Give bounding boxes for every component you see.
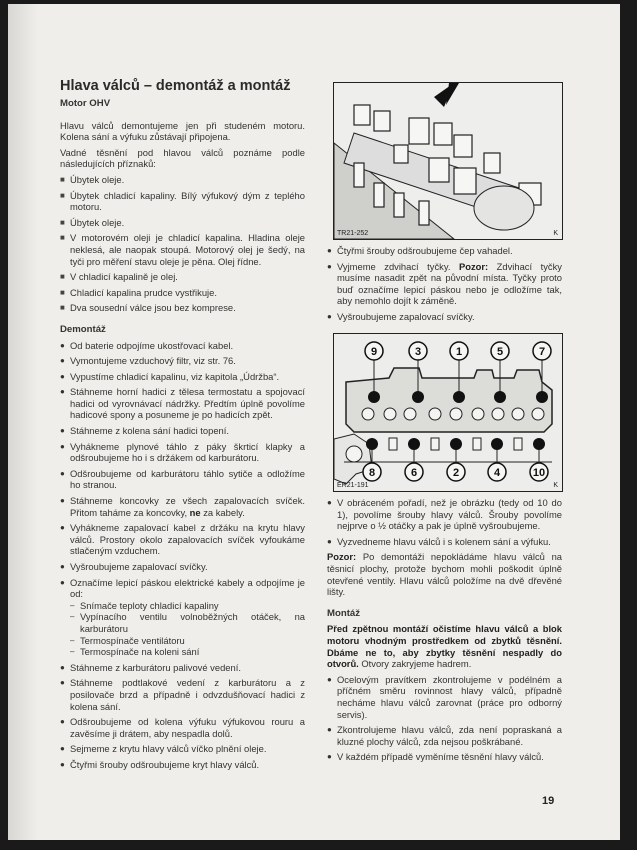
bolt-hole	[491, 438, 503, 450]
bolt-hole	[453, 391, 465, 403]
list-item: ● Vypustíme chladicí kapalinu, viz kapitola „Údržba“.	[60, 370, 280, 382]
demontaz-steps	[60, 340, 305, 771]
dot-bullet-icon: ●	[60, 441, 65, 451]
valve-seat	[429, 408, 441, 420]
bolt-hole	[408, 438, 420, 450]
sequence-number: 3	[414, 346, 422, 358]
list-item: ● Vyhákneme plynové táhlo z páky škrticí klapky a odšroubujeme ho i s držákem od karburátoru.	[60, 440, 305, 464]
valve-seat	[450, 408, 462, 420]
list-item: ● Vymontujeme vzduchový filtr, viz str. 76.	[60, 355, 236, 367]
list-item: ● Vyhákneme zapalovací kabel z držáku na krytu hlavy válců. Prostory okolo zapalovacích svíček vyfoukáme stlačeným vzduchem.	[60, 522, 305, 557]
sequence-number: 1	[455, 346, 463, 358]
spark-plug	[514, 438, 522, 450]
removal-steps	[327, 245, 562, 323]
montaz-intro: Před zpětnou montáží očistíme hlavu válců a blok motoru vhodným prostředkem od zbytků těsnění. Dbáme ne to, aby zbytky těsnění nespadly do otvorů. Otvory zakryjeme hadrem.	[327, 623, 562, 670]
dot-bullet-icon: ●	[60, 678, 65, 688]
list-item: ■ Úbytek oleje.	[60, 216, 125, 228]
dot-bullet-icon: ●	[60, 356, 65, 366]
list-item: ● Stáhneme z karburátoru palivové vedení.	[60, 661, 241, 673]
valve-seat	[512, 408, 524, 420]
sequence-number: 5	[496, 346, 504, 358]
dot-bullet-icon: ●	[327, 246, 332, 255]
left-column	[60, 78, 305, 775]
dot-bullet-icon: ●	[60, 662, 65, 672]
valve-seat	[472, 408, 484, 420]
bolt-hole	[494, 391, 506, 403]
list-item: ● Vyzvedneme hlavu válců i s kolenem sání a výfuku.	[327, 535, 551, 547]
dot-bullet-icon: ●	[327, 674, 332, 684]
page-number: 19	[542, 795, 555, 807]
sub-item: – Termospínače ventilátoru	[70, 634, 185, 646]
sub-list	[70, 600, 305, 658]
list-item: ■ V motorovém oleji je chladicí kapalina. Hladina oleje neklesá, ale naopak stoupá. Motorový olej je šedý, na tyči pro měření stavu oleje je pěna. Olej řídne.	[60, 232, 305, 267]
list-item: ● Stáhneme z kolena sání hadici topení.	[60, 425, 229, 437]
sequence-number: 2	[452, 467, 460, 479]
square-bullet-icon: ■	[60, 174, 65, 184]
dot-bullet-icon: ●	[327, 536, 332, 546]
list-item: ● Stáhneme podtlakové vedení z karburátoru a z posilovače brzd a případně i odvzdušňovací hadici z kolena sání.	[60, 677, 305, 712]
list-item: ● V každém případě vyměníme těsnění hlavy válců.	[327, 751, 544, 763]
valve-seat	[532, 408, 544, 420]
list-item: ● Stáhneme koncovky ze všech zapalovacích svíček. Přitom taháme za koncovky, ne za kabely.	[60, 495, 305, 518]
valve-seat	[492, 408, 504, 420]
list-item: ● Odšroubujeme od karburátoru táhlo sytiče a odložíme ho stranou.	[60, 467, 305, 491]
list-item: ● Označíme lepicí páskou elektrické kabely a odpojíme je od: – Snímače teploty chladicí kapaliny – Vypínacího ventilu volnoběžných otáček, na karburátoru – Termospínače ventilátoru – Termospínače na koleni sání	[60, 576, 305, 658]
dot-bullet-icon: ●	[60, 371, 65, 381]
bolt-hole	[412, 391, 424, 403]
spark-plug	[431, 438, 439, 450]
right-column-top	[327, 245, 562, 327]
section-heading-montaz: Montáž	[327, 607, 361, 619]
square-bullet-icon: ■	[60, 287, 65, 297]
spark-plug	[473, 438, 481, 450]
cylinder-head-diagram	[334, 334, 562, 491]
square-bullet-icon: ■	[60, 217, 65, 227]
binding-shadow	[8, 4, 38, 840]
list-item: ● Od baterie odpojíme ukostřovací kabel.	[60, 339, 234, 351]
dot-bullet-icon: ●	[60, 562, 65, 571]
intro-paragraph: Hlavu válců demontujeme jen při studeném motoru. Kolena sání a výfuku zůstávají připojena.	[60, 119, 305, 143]
square-bullet-icon: ■	[60, 272, 65, 282]
list-item: ● Ocelovým pravítkem zkontrolujeme v podélném a příčném směru rovinnost hlavy válců, případně necháme hlavu válců zarovnat (práce pro odborný servis).	[327, 673, 562, 720]
sequence-number: 6	[410, 467, 418, 479]
dot-bullet-icon: ●	[60, 468, 65, 478]
sequence-number: 9	[370, 346, 378, 358]
dot-bullet-icon: ●	[60, 744, 65, 754]
list-item: ● Vyjmeme zdvihací tyčky. Pozor: Zdvihací tyčky musíme nasadit zpět na původní místa. Tyčky proto buď označíme lepicí páskou nebo je odložíme tak, aby nemohlo dojít k záměně.	[327, 260, 562, 307]
section-heading-demontaz: Demontáž	[60, 323, 106, 335]
head-removal-steps	[327, 497, 562, 547]
dot-bullet-icon: ●	[60, 426, 65, 436]
figure-mark: K	[553, 230, 558, 237]
figure-rocker-shaft	[333, 82, 563, 240]
list-item: ■ Úbytek chladicí kapaliny. Bílý výfukový dým z teplého motoru.	[60, 189, 305, 213]
dot-bullet-icon: ●	[327, 498, 332, 507]
list-item: ● Stáhneme horní hadici z tělesa termostatu a spojovací hadici od vyrovnávací nádržky. Předtím úplně povolíme hadicové spony a posuneme je po hadicích zpět.	[60, 386, 305, 421]
dot-bullet-icon: ●	[60, 577, 65, 587]
list-item: ● Čtyřmi šrouby odšroubujeme kryt hlavy válců.	[60, 758, 260, 770]
sequence-number: 4	[493, 467, 501, 479]
sub-item: – Vypínacího ventilu volnoběžných otáček, na karburátoru	[70, 611, 305, 634]
sequence-number: 7	[538, 346, 546, 358]
bolt-hole	[450, 438, 462, 450]
dot-bullet-icon: ●	[327, 752, 332, 762]
bolt-hole	[533, 438, 545, 450]
dash-bullet-icon: –	[70, 612, 75, 622]
list-item: ● Vyšroubujeme zapalovací svíčky.	[60, 561, 208, 572]
dot-bullet-icon: ●	[60, 496, 65, 506]
dot-bullet-icon: ●	[327, 261, 332, 271]
list-item: ■ Chladicí kapalina prudce vystřikuje.	[60, 286, 217, 298]
list-item: ● Vyšroubujeme zapalovací svíčky.	[327, 310, 475, 322]
square-bullet-icon: ■	[60, 233, 65, 243]
montaz-steps	[327, 674, 562, 763]
dot-bullet-icon: ●	[60, 340, 65, 350]
square-bullet-icon: ■	[60, 303, 65, 313]
figure-bolt-sequence	[333, 333, 563, 492]
dash-bullet-icon: –	[70, 600, 75, 610]
symptom-list	[60, 174, 305, 314]
spark-plug	[389, 438, 397, 450]
subtitle: Motor OHV	[60, 98, 111, 109]
dot-bullet-icon: ●	[60, 523, 65, 533]
bolt-hole	[368, 391, 380, 403]
list-item: ● V obráceném pořadí, než je obrázku (tedy od 10 do 1), povolíme šrouby hlavy válců. Šrouby povolíme nejprve o ½ otáčky a pak je úplně vyšroubujeme.	[327, 497, 562, 532]
right-column-bottom	[327, 497, 562, 767]
figure-code: TR21-252	[337, 230, 369, 237]
square-bullet-icon: ■	[60, 190, 65, 200]
list-item: ■ Úbytek oleje.	[60, 173, 125, 185]
valve-seat	[384, 408, 396, 420]
valve-seat	[362, 408, 374, 420]
figure-mark: K	[553, 482, 558, 489]
warning-paragraph: Pozor: Po demontáži nepokládáme hlavu válců na těsnicí plochy, protože bychom mohli poškodit úplně otevřené ventily. Hlavu válců položíme na dvě dřevěné lišty.	[327, 551, 562, 598]
sequence-number: 10	[532, 467, 546, 479]
figure-code: ER21-191	[337, 482, 369, 489]
sub-item: – Termospínače na koleni sání	[70, 646, 200, 658]
list-item: ■ V chladicí kapalině je olej.	[60, 271, 178, 283]
dash-bullet-icon: –	[70, 647, 75, 657]
sub-item: – Snímače teploty chladicí kapaliny	[70, 599, 219, 611]
bolt-hole	[366, 438, 378, 450]
intro-paragraph: Vadné těsnění pod hlavou válců poznáme podle následujících příznaků:	[60, 146, 305, 170]
dot-bullet-icon: ●	[327, 725, 332, 735]
list-item: ● Zkontrolujeme hlavu válců, zda není popraskaná a kluzné plochy válců, zda nejsou poškrábané.	[327, 724, 562, 747]
valve-seat	[404, 408, 416, 420]
dot-bullet-icon: ●	[60, 759, 65, 769]
page-title: Hlava válců – demontáž a montáž	[60, 78, 291, 94]
dash-bullet-icon: –	[70, 635, 75, 645]
sequence-number: 8	[368, 467, 376, 479]
bolt-hole	[536, 391, 548, 403]
dot-bullet-icon: ●	[60, 387, 65, 397]
list-item: ■ Dva sousední válce jsou bez komprese.	[60, 302, 236, 314]
list-item: ● Čtyřmi šrouby odšroubujeme čep vahadel.	[327, 245, 513, 256]
engine-illustration	[334, 83, 562, 239]
dot-bullet-icon: ●	[60, 717, 65, 727]
list-item: ● Sejmeme z krytu hlavy válců víčko plnění oleje.	[60, 743, 267, 755]
list-item: ● Odšroubujeme od kolena výfuku výfukovou rouru a zavěsíme ji drátem, aby nespadla dolů.	[60, 716, 305, 739]
dot-bullet-icon: ●	[327, 311, 332, 321]
